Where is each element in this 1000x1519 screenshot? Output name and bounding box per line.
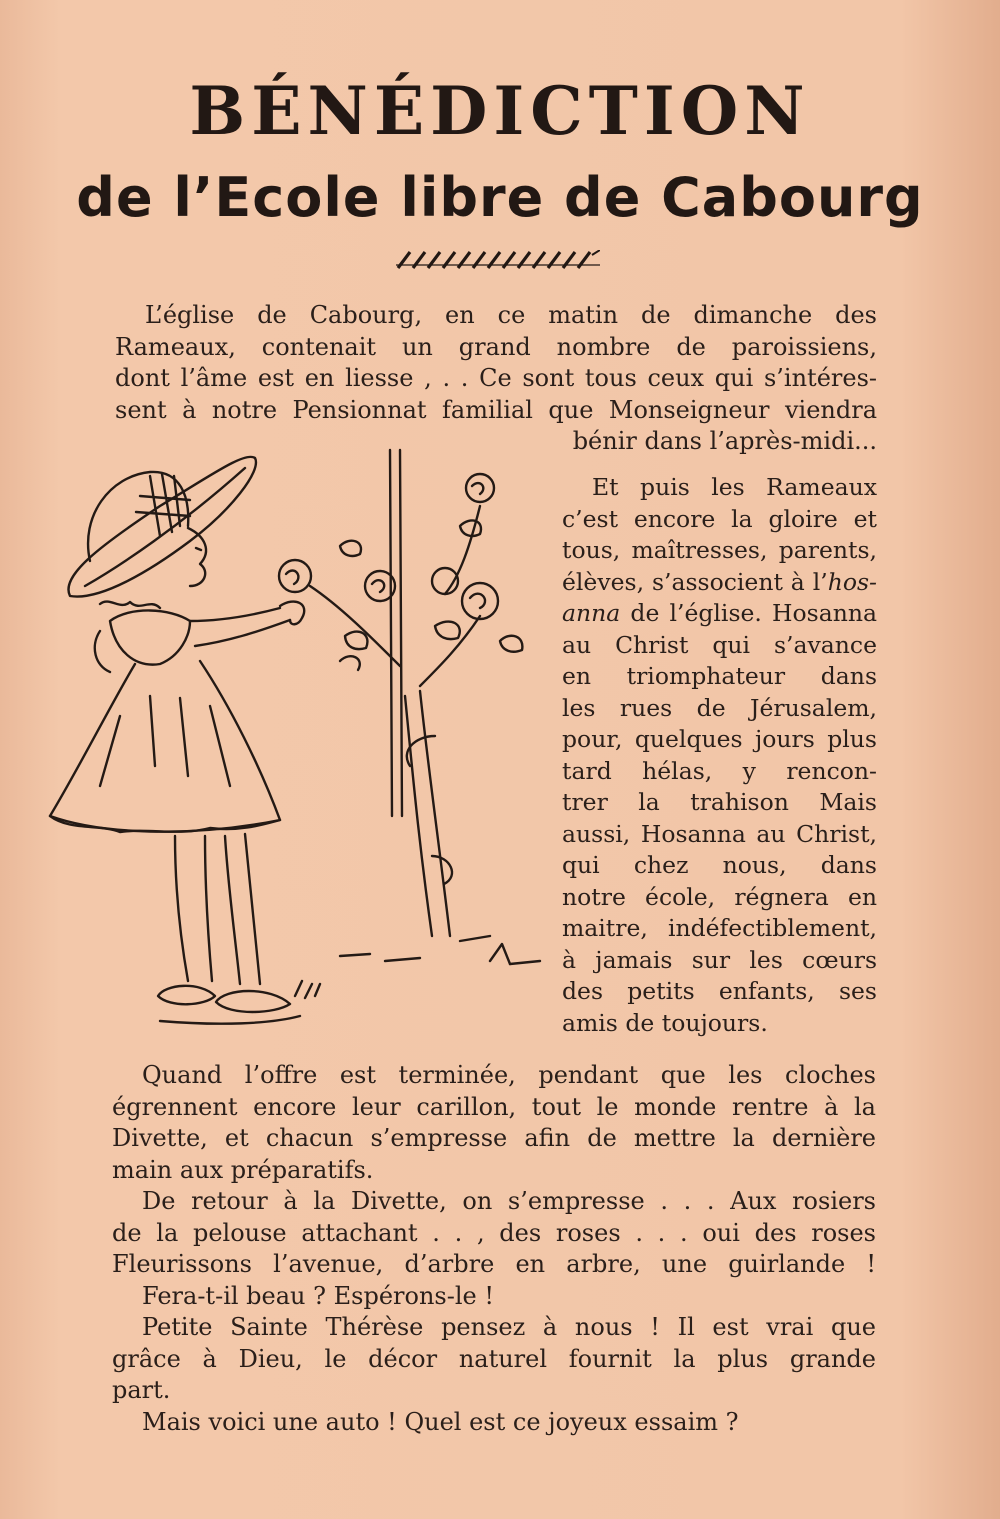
- text-line: part.: [112, 1376, 171, 1404]
- text-line: au Christ qui s’avance: [562, 630, 877, 659]
- text-line: des petits enfants, ses: [562, 977, 877, 1005]
- text-line: maitre, indéfectiblement,: [562, 914, 877, 942]
- text-line: tard hélas, y rencon-: [562, 756, 877, 785]
- text-line: pour, quelques jours plus: [562, 725, 877, 753]
- text-line: Fera-t-il beau ? Espérons-le !: [142, 1281, 494, 1310]
- italic-fragment: anna: [562, 599, 621, 627]
- text-line: en triomphateur dans: [562, 662, 877, 690]
- text-line: dont l’âme est en liesse , . . Ce sont tous ceux qui s’intéres-: [115, 364, 877, 392]
- text-line: qui chez nous, dans: [562, 851, 877, 879]
- side-paragraph: [562, 472, 877, 1039]
- intro-paragraph: [115, 300, 877, 458]
- text-line: c’est encore la gloire et: [562, 504, 877, 533]
- text-line: De retour à la Divette, on s’empresse . . . Aux rosiers: [142, 1187, 876, 1215]
- text-line: trer la trahison Mais: [562, 788, 877, 816]
- text-line: L’église de Cabourg, en ce matin de dimanche des: [145, 301, 877, 329]
- text-line: grâce à Dieu, le décor naturel fournit la plus grande: [112, 1344, 876, 1373]
- text-line: sent à notre Pensionnat familial que Monseigneur viendra: [115, 395, 877, 424]
- text-line: [562, 598, 877, 630]
- text-line: amis de toujours.: [562, 1008, 768, 1037]
- closing-paragraphs: [112, 1060, 876, 1438]
- page-subtitle: de l’Ecole libre de Cabourg: [76, 166, 924, 229]
- girl-with-bonnet-picking-flowers-icon: [40, 436, 550, 1046]
- text-line: Et puis les Rameaux: [592, 473, 877, 501]
- ornament-divider-icon: [396, 250, 600, 270]
- text-line: Divette, et chacun s’empresse afin de mettre la dernière: [112, 1124, 876, 1152]
- text-line: main aux préparatifs.: [112, 1155, 374, 1184]
- text-line: égrennent encore leur carillon, tout le monde rentre à la: [112, 1092, 876, 1121]
- text-line: à jamais sur les cœurs: [562, 945, 877, 974]
- page-title: BÉNÉDICTION: [189, 72, 811, 150]
- text-line: aussi, Hosanna au Christ,: [562, 819, 877, 848]
- text-line: Quand l’offre est terminée, pendant que les cloches: [142, 1061, 876, 1089]
- text-line: [562, 567, 877, 599]
- text-line: Petite Sainte Thérèse pensez à nous ! Il est vrai que: [142, 1313, 876, 1341]
- text-fragment: de l’église. Hosanna: [620, 599, 877, 627]
- text-line: tous, maîtresses, parents,: [562, 536, 877, 564]
- italic-fragment: hos-: [827, 567, 877, 596]
- text-line: Mais voici une auto ! Quel est ce joyeux essaim ?: [142, 1407, 739, 1436]
- text-line: les rues de Jérusalem,: [562, 693, 877, 722]
- text-line: Fleurissons l’avenue, d’arbre en arbre, une guirlande !: [112, 1250, 876, 1278]
- text-line: de la pelouse attachant . . , des roses . . . oui des roses: [112, 1218, 876, 1247]
- text-line: bénir dans l’après-midi...: [572, 427, 877, 455]
- text-line: Rameaux, contenait un grand nombre de paroissiens,: [115, 332, 877, 361]
- text-line: notre école, régnera en: [562, 882, 877, 911]
- text-fragment: élèves, s’associent à l’: [562, 567, 828, 596]
